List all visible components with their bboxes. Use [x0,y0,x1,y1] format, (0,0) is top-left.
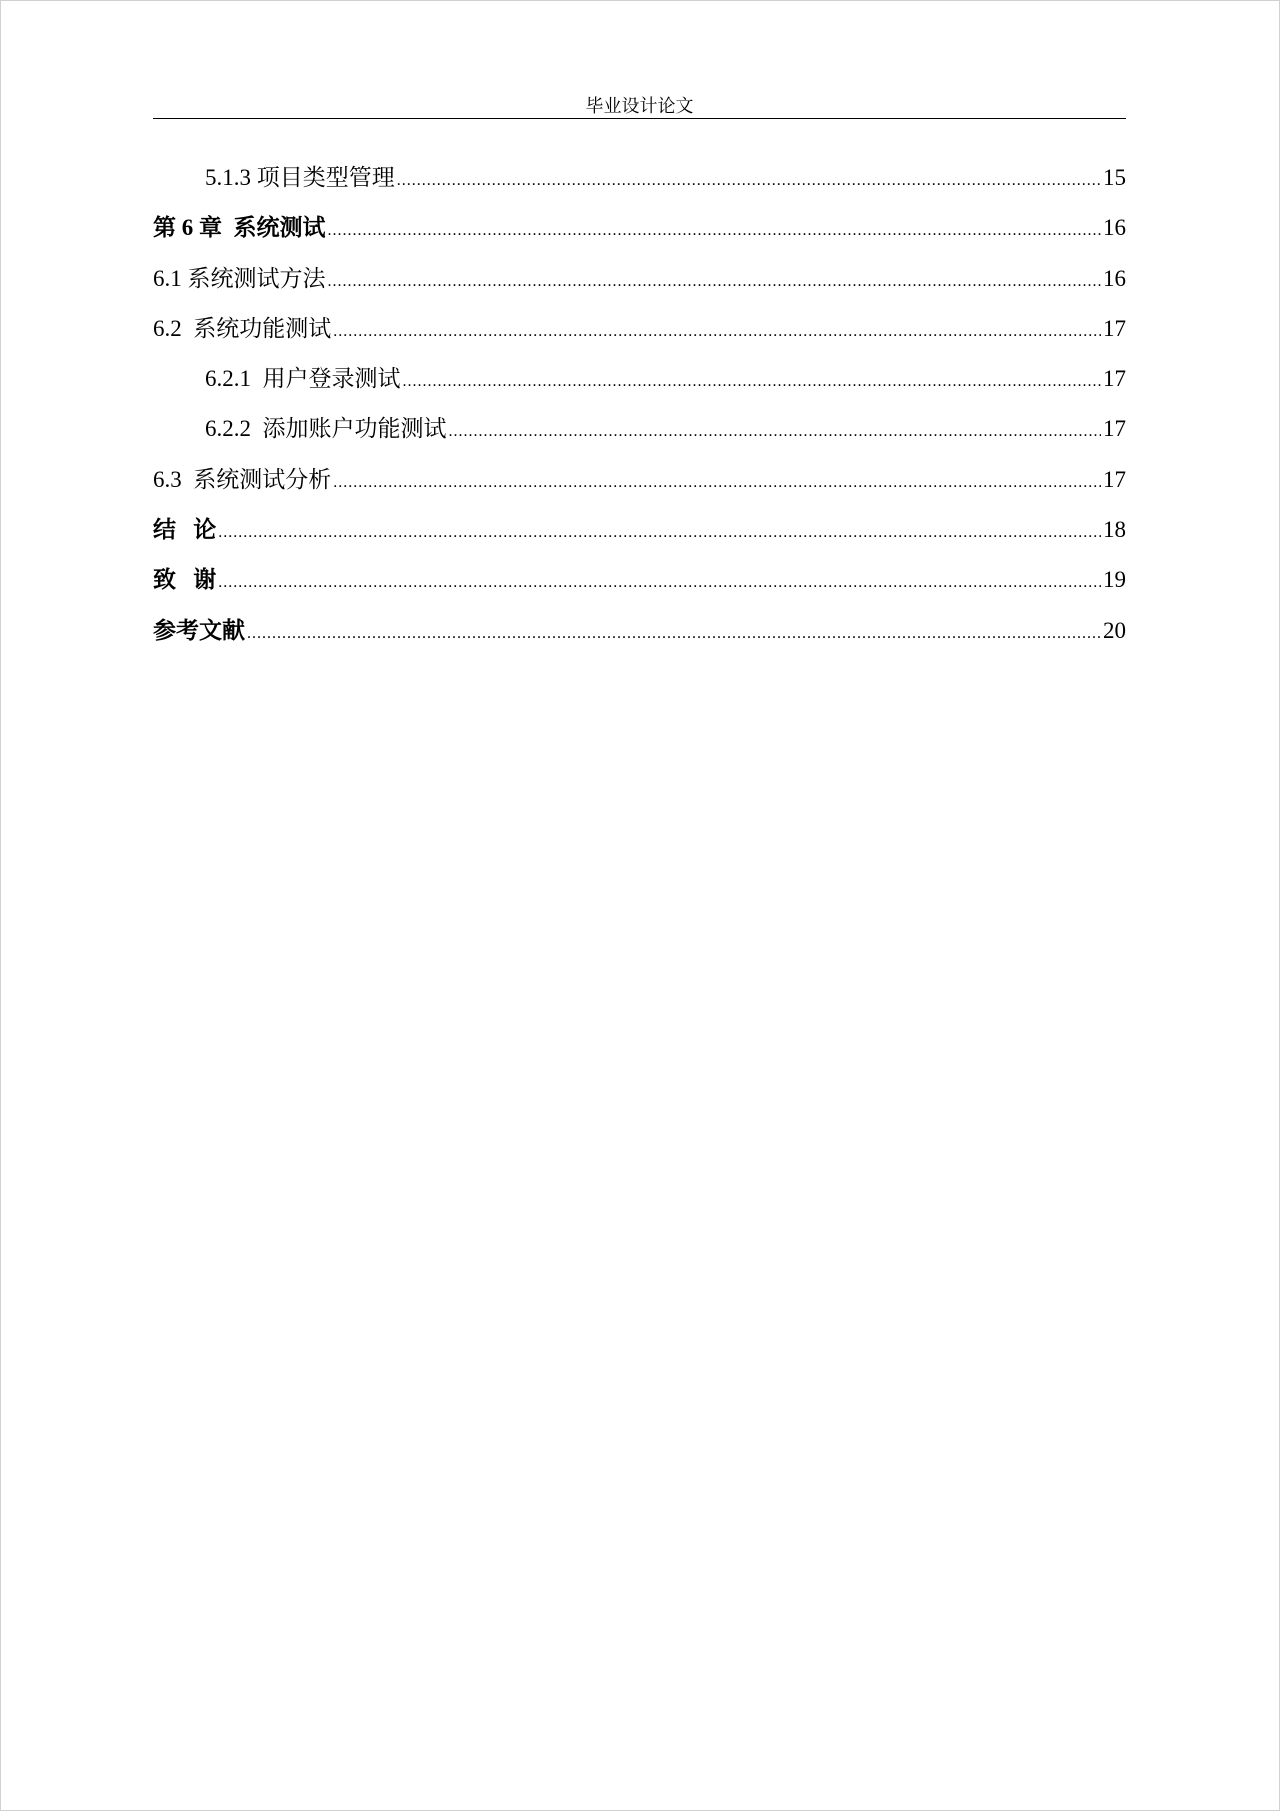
toc-entry[interactable] [153,160,1126,210]
toc-label: 5.1.3 项目类型管理 [205,165,395,190]
toc-page-number: 17 [1103,366,1126,392]
toc-label: 6.2.2 添加账户功能测试 [205,416,447,442]
toc-page-number: 15 [1103,165,1126,190]
toc-label: 6.2.1 用户登录测试 [205,366,401,392]
toc-page-number: 17 [1103,416,1126,442]
toc-leader [333,465,1101,501]
toc-entry[interactable] [153,613,1126,663]
header-rule [153,118,1126,119]
toc-page-number: 19 [1103,567,1126,593]
toc-leader [328,264,1102,300]
toc-page-number: 17 [1103,315,1126,341]
toc-leader [403,364,1102,400]
toc-leader [218,515,1101,551]
toc-label: 6.3 系统测试分析 [153,466,332,492]
toc-page-number: 17 [1103,466,1126,492]
toc-page-number: 16 [1103,215,1126,241]
toc-entry[interactable] [153,411,1126,461]
toc-label: 6.1 系统测试方法 [153,265,326,291]
table-of-contents [153,160,1126,663]
toc-label: 第 6 章 系统测试 [153,215,326,241]
toc-entry[interactable] [153,462,1126,512]
toc-entry[interactable] [153,562,1126,612]
toc-leader [247,616,1101,652]
toc-label: 6.2 系统功能测试 [153,315,332,341]
toc-label: 参考文献 [153,617,245,643]
toc-leader [397,163,1101,199]
toc-leader [218,565,1101,601]
toc-page-number: 18 [1103,517,1126,543]
toc-entry[interactable] [153,261,1126,311]
toc-entry[interactable] [153,361,1126,411]
running-header: 毕业设计论文 [585,96,694,116]
toc-entry[interactable] [153,311,1126,361]
toc-page-number: 20 [1103,617,1126,643]
toc-leader [328,213,1102,249]
toc-leader [333,314,1101,350]
toc-entry[interactable] [153,210,1126,260]
toc-label: 结 论 [153,517,217,543]
toc-page-number: 16 [1103,265,1126,291]
toc-label: 致 谢 [153,567,217,593]
toc-entry[interactable] [153,512,1126,562]
toc-leader [449,414,1102,450]
